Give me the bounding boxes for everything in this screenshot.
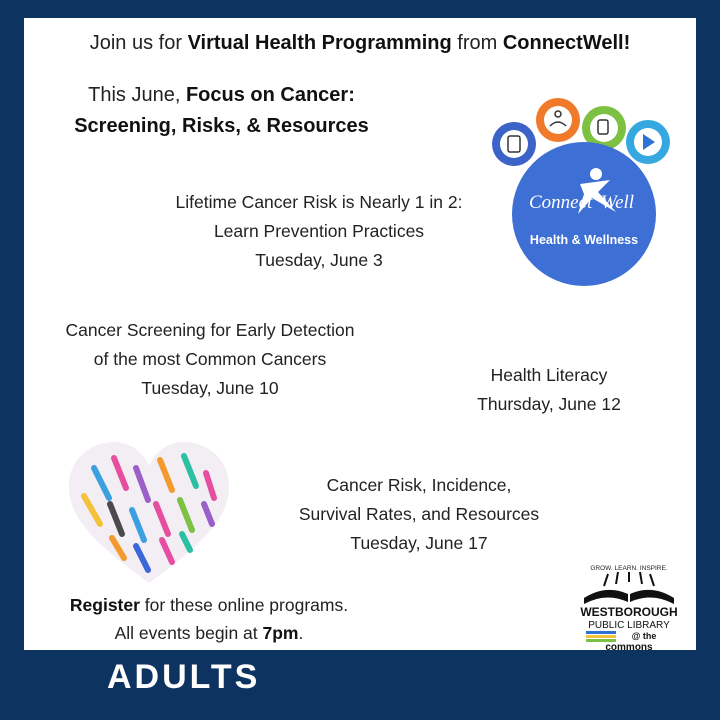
subtitle-prefix: This June, xyxy=(88,84,186,106)
event-date: Tuesday, June 3 xyxy=(255,250,383,270)
registration-line1-rest: for these online programs. xyxy=(139,595,349,615)
headline-intro: Join us for xyxy=(89,32,188,54)
event-title-line1: Cancer Screening for Early Detection xyxy=(65,320,355,340)
registration-note xyxy=(34,591,384,647)
event-title-line1: Health Literacy xyxy=(490,365,608,385)
logo-tagline: Health & Wellness xyxy=(529,233,639,247)
event-june-10 xyxy=(24,316,396,403)
register-link[interactable]: Register xyxy=(69,595,140,615)
registration-line2-suffix: . xyxy=(298,623,304,643)
event-june-17 xyxy=(269,471,569,558)
library-tagline: GROW. LEARN. INSPIRE. xyxy=(590,565,668,572)
headline-mid: from xyxy=(451,32,503,54)
flyer-card xyxy=(24,18,696,653)
logo-name-left: Connect xyxy=(529,192,593,213)
registration-line1 xyxy=(34,591,384,619)
headline-program: Virtual Health Programming xyxy=(187,32,452,54)
library-sub: PUBLIC LIBRARY xyxy=(588,620,670,631)
event-title-line2: Survival Rates, and Resources xyxy=(298,504,540,524)
event-june-12 xyxy=(454,361,644,419)
event-title-line2: of the most Common Cancers xyxy=(93,349,327,369)
open-book-icon xyxy=(584,572,674,604)
event-date: Tuesday, June 10 xyxy=(141,378,279,398)
logo-name-right: Well xyxy=(601,192,635,213)
registration-line2-prefix: All events begin at xyxy=(114,623,263,643)
event-date: Tuesday, June 17 xyxy=(350,533,488,553)
library-place: commons xyxy=(605,642,653,653)
library-name: WESTBOROUGH xyxy=(580,605,678,619)
gear-icon-cloud xyxy=(492,122,536,166)
audience-label: ADULTS xyxy=(107,658,261,696)
headline xyxy=(24,32,696,55)
ribbon-heart-icon xyxy=(64,438,234,588)
registration-line2 xyxy=(34,619,384,647)
gear-icon-play xyxy=(626,120,670,164)
start-time: 7pm xyxy=(262,623,299,643)
event-title-line2: Learn Prevention Practices xyxy=(213,221,425,241)
subtitle-focus-line2: Screening, Risks, & Resources xyxy=(74,115,369,137)
westborough-library-logo xyxy=(564,558,694,653)
library-at: @ the xyxy=(631,631,657,641)
headline-brand: ConnectWell! xyxy=(502,32,631,54)
subtitle xyxy=(54,80,389,142)
event-title-line1: Lifetime Cancer Risk is Nearly 1 in 2: xyxy=(175,192,463,212)
subtitle-focus-line1: Focus on Cancer: xyxy=(185,84,355,106)
connectwell-logo xyxy=(484,82,684,292)
event-title-line1: Cancer Risk, Incidence, xyxy=(326,475,512,495)
event-date: Thursday, June 12 xyxy=(477,394,621,414)
connectwell-circle xyxy=(512,142,656,286)
event-june-3 xyxy=(129,188,509,275)
gear-icon-meditation xyxy=(536,98,580,142)
